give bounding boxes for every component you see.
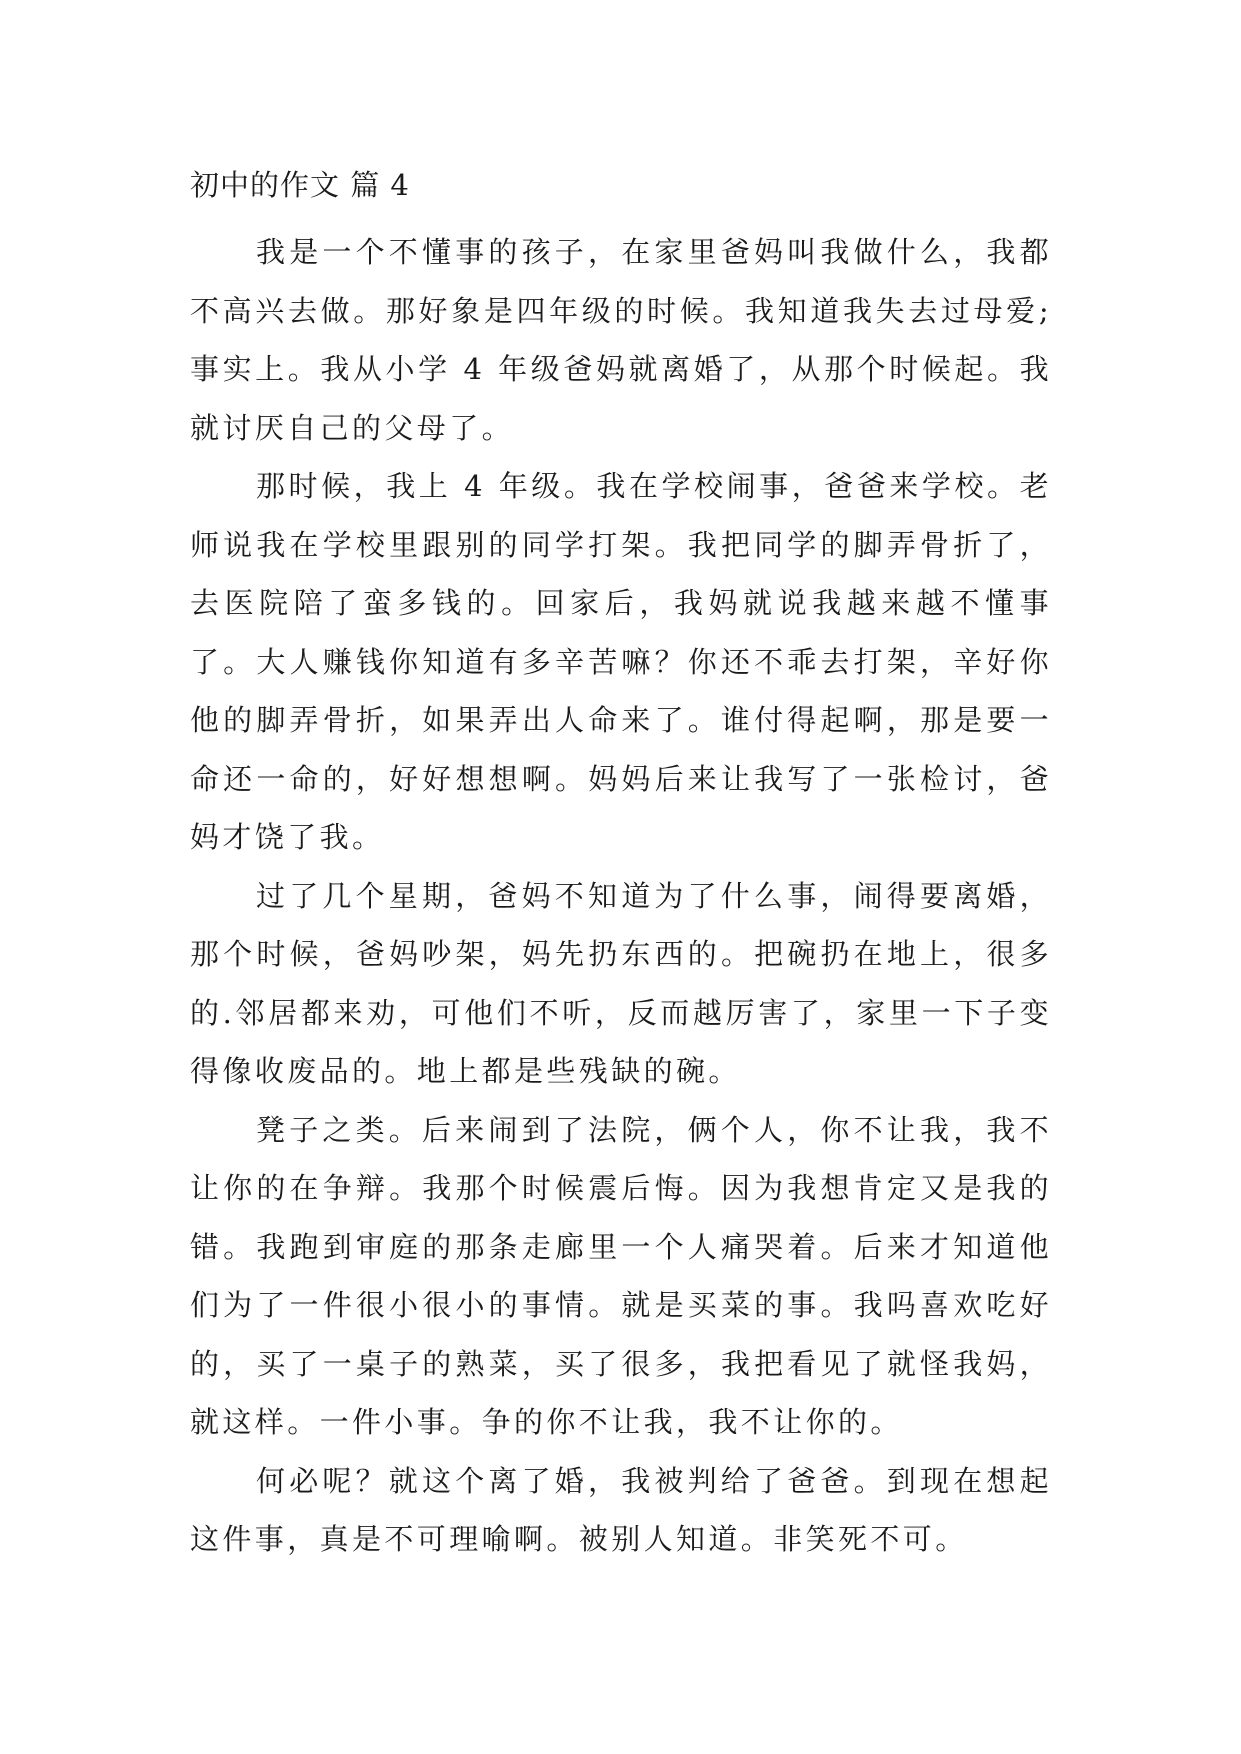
paragraph-1: 我是一个不懂事的孩子，在家里爸妈叫我做什么，我都不高兴去做。那好象是四年级的时候。我知道我失去过母爱;事实上。我从小学 4 年级爸妈就离婚了，从那个时候起。我就讨厌自己的父母了。	[190, 235, 1052, 445]
paragraph-3: 过了几个星期，爸妈不知道为了什么事，闹得要离婚，那个时候，爸妈吵架，妈先扔东西的。把碗扔在地上，很多的.邻居都来劝，可他们不听，反而越厉害了，家里一下子变得像收废品的。地上都是些残缺的碗。	[190, 878, 1052, 1088]
paragraph-5: 何必呢？就这个离了婚，我被判给了爸爸。到现在想起这件事，真是不可理喻啊。被别人知道。非笑死不可。	[190, 1463, 1052, 1556]
paragraph-2: 那时候，我上 4 年级。我在学校闹事，爸爸来学校。老师说我在学校里跟别的同学打架。我把同学的脚弄骨折了，去医院陪了蛮多钱的。回家后，我妈就说我越来越不懂事了。大人赚钱你知道有多辛苦嘛？你还不乖去打架，辛好你他的脚弄骨折，如果弄出人命来了。谁付得起啊，那是要一命还一命的，好好想想啊。妈妈后来让我写了一张检讨，爸妈才饶了我。	[190, 469, 1052, 854]
paragraph-4: 凳子之类。后来闹到了法院，俩个人，你不让我，我不让你的在争辩。我那个时候震后悔。因为我想肯定又是我的错。我跑到审庭的那条走廊里一个人痛哭着。后来才知道他们为了一件很小很小的事情。就是买菜的事。我吗喜欢吃好的，买了一桌子的熟菜，买了很多，我把看见了就怪我妈，就这样。一件小事。争的你不让我，我不让你的。	[190, 1112, 1052, 1439]
document-title: 初中的作文 篇 4	[190, 168, 410, 202]
document-body	[190, 165, 1052, 1569]
